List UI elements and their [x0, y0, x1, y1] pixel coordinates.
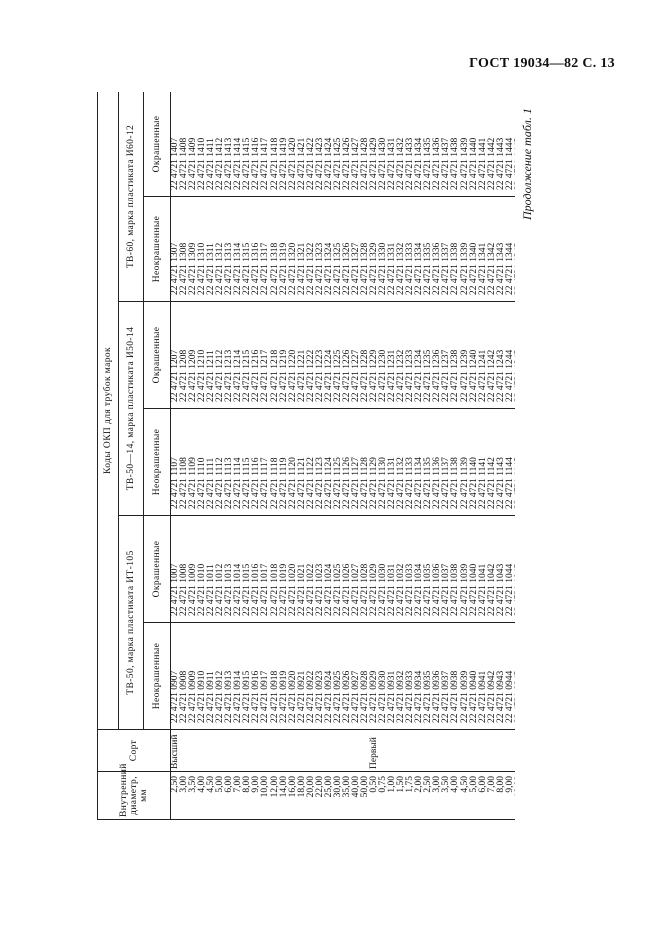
codes-tv50-colored — [171, 516, 516, 623]
grade-spacer — [180, 732, 370, 769]
okp-codes-table — [97, 92, 515, 820]
subheader-colored: Окрашенные — [144, 302, 171, 409]
diameter-column — [171, 772, 516, 820]
grade-column — [171, 730, 516, 772]
table-continuation-note: Продолжение табл. 1 — [520, 108, 534, 220]
column-header-diameter: Внутренний диаметр, мм — [98, 772, 171, 820]
table-body-row — [171, 92, 516, 820]
subheader-uncolored: Неокрашенные — [144, 197, 171, 302]
column-header-okp-codes: Коды ОКП для трубок марок — [98, 92, 119, 730]
code-list: 22 4721 1307 22 4721 1308 22 4721 1309 22 4721 1310 22 4721 1311 22 4721 1312 22 4721 1313 22 4721 1314 22 4721 1315 22 4721 1316 22 4721 1317 22 4721 1318 22 4721 1319 22 4721 1320 22 4721 1321 22 4721 1322 22 4721 1323 22 4721 1324 22 4721 1325 22 4721 1326 22 4721 1327 22 4721 1328 22 4721 1329 22 4721 1330 22 4721 1331 22 4721 1332 22 4721 1333 22 4721 1334 22 4721 1335 22 4721 1336 22 4721 1337 22 4721 1338 22 4721 1339 22 4721 1340 22 4721 1341 22 4721 1342 22 4721 1343 22 4721 1344 — [170, 242, 515, 295]
group-header-tv50: ТВ-50, марка пластиката ИТ-105 — [119, 516, 144, 730]
codes-tv50-uncolored — [171, 623, 516, 730]
table-wrapper — [97, 92, 515, 820]
code-list: 22 4721 0907 22 4721 0908 22 4721 0909 22 4721 0910 22 4721 0911 22 4721 0912 22 4721 0913 22 4721 0914 22 4721 0915 22 4721 0916 22 4721 0917 22 4721 0918 22 4721 0919 22 4721 0920 22 4721 0921 22 4721 0922 22 4721 0923 22 4721 0924 22 4721 0925 22 4721 0926 22 4721 0927 22 4721 0928 22 4721 0929 22 4721 0930 22 4721 0931 22 4721 0932 22 4721 0933 22 4721 0934 22 4721 0935 22 4721 0936 22 4721 0937 22 4721 0938 22 4721 0939 22 4721 0940 22 4721 0941 22 4721 0942 22 4721 0943 22 4721 0944 — [170, 670, 515, 723]
codes-tv50-14-uncolored — [171, 409, 516, 516]
code-list: 22 4721 1407 22 4721 1408 22 4721 1409 22 4721 1410 22 4721 1411 22 4721 1412 22 4721 1413 22 4721 1414 22 4721 1415 22 4721 1416 22 4721 1417 22 4721 1418 22 4721 1419 22 4721 1420 22 4721 1421 22 4721 1422 22 4721 1423 22 4721 1424 22 4721 1425 22 4721 1426 22 4721 1427 22 4721 1428 22 4721 1429 22 4721 1430 22 4721 1431 22 4721 1432 22 4721 1433 22 4721 1434 22 4721 1435 22 4721 1436 22 4721 1437 22 4721 1438 22 4721 1439 22 4721 1440 22 4721 1441 22 4721 1442 22 4721 1443 22 4721 1444 — [170, 137, 515, 190]
column-header-grade: Сорт — [98, 730, 171, 772]
codes-tv60-colored — [171, 92, 516, 197]
subheader-uncolored: Неокрашенные — [144, 623, 171, 730]
page-header: ГОСТ 19034—82 С. 13 — [469, 56, 615, 71]
group-header-tv60: ТВ-60, марка пластиката И60-12 — [119, 92, 144, 302]
diameter-values: 2,50 3,00 3,50 4,00 4,50 5,00 6,00 7,00 8,00 9,00 10,00 12,00 14,00 16,00 18,00 20,00 22,00 25,00 30,00 35,00 40,00 50,00 0,50 0,75 1,00 1,50 1,75 2,00 2,50 3,00 3,50 4,00 4,50 5,00 6,00 7,00 8,00 9,00 — [170, 776, 515, 798]
grade-highest: Высший — [170, 734, 180, 769]
code-list: 22 4721 1107 22 4721 1108 22 4721 1109 22 4721 1110 22 4721 1111 22 4721 1112 22 4721 1113 22 4721 1114 22 4721 1115 22 4721 1116 22 4721 1117 22 4721 1118 22 4721 1119 22 4721 1120 22 4721 1121 22 4721 1122 22 4721 1123 22 4721 1124 22 4721 1125 22 4721 1126 22 4721 1127 22 4721 1128 22 4721 1129 22 4721 1130 22 4721 1131 22 4721 1132 22 4721 1133 22 4721 1134 22 4721 1135 22 4721 1136 22 4721 1137 22 4721 1138 22 4721 1139 22 4721 1140 22 4721 1141 22 4721 1142 22 4721 1143 22 4721 1144 — [170, 457, 515, 509]
group-header-tv50-14: ТВ-50—14, марка пластиката И50-14 — [119, 302, 144, 516]
code-list: 22 4721 1007 22 4721 1008 22 4721 1009 22 4721 1010 22 4721 1011 22 4721 1012 22 4721 1013 22 4721 1014 22 4721 1015 22 4721 1016 22 4721 1017 22 4721 1018 22 4721 1019 22 4721 1020 22 4721 1021 22 4721 1022 22 4721 1023 22 4721 1024 22 4721 1025 22 4721 1026 22 4721 1027 22 4721 1028 22 4721 1029 22 4721 1030 22 4721 1031 22 4721 1032 22 4721 1033 22 4721 1034 22 4721 1035 22 4721 1036 22 4721 1037 22 4721 1038 22 4721 1039 22 4721 1040 22 4721 1041 22 4721 1042 22 4721 1043 22 4721 1044 — [170, 563, 515, 616]
codes-tv50-14-colored — [171, 302, 516, 409]
subheader-uncolored: Неокрашенные — [144, 409, 171, 516]
grade-first: Первый — [369, 737, 380, 769]
subheader-colored: Окрашенные — [144, 92, 171, 197]
codes-tv60-uncolored — [171, 197, 516, 302]
subheader-colored: Окрашенные — [144, 516, 171, 623]
code-list: 22 4721 1207 22 4721 1208 22 4721 1209 22 4721 1210 22 4721 1211 22 4721 1212 22 4721 1213 22 4721 1214 22 4721 1215 22 4721 1216 22 4721 1217 22 4721 1218 22 4721 1219 22 4721 1220 22 4721 1221 22 4721 1222 22 4721 1223 22 4721 1224 22 4721 1225 22 4721 1226 22 4721 1227 22 4721 1228 22 4721 1229 22 4721 1230 22 4721 1231 22 4721 1232 22 4721 1233 22 4721 1234 22 4721 1235 22 4721 1236 22 4721 1237 22 4721 1238 22 4721 1239 22 4721 1240 22 4721 1241 22 4721 1242 22 4721 1243 22 4721 1244 — [170, 349, 515, 402]
